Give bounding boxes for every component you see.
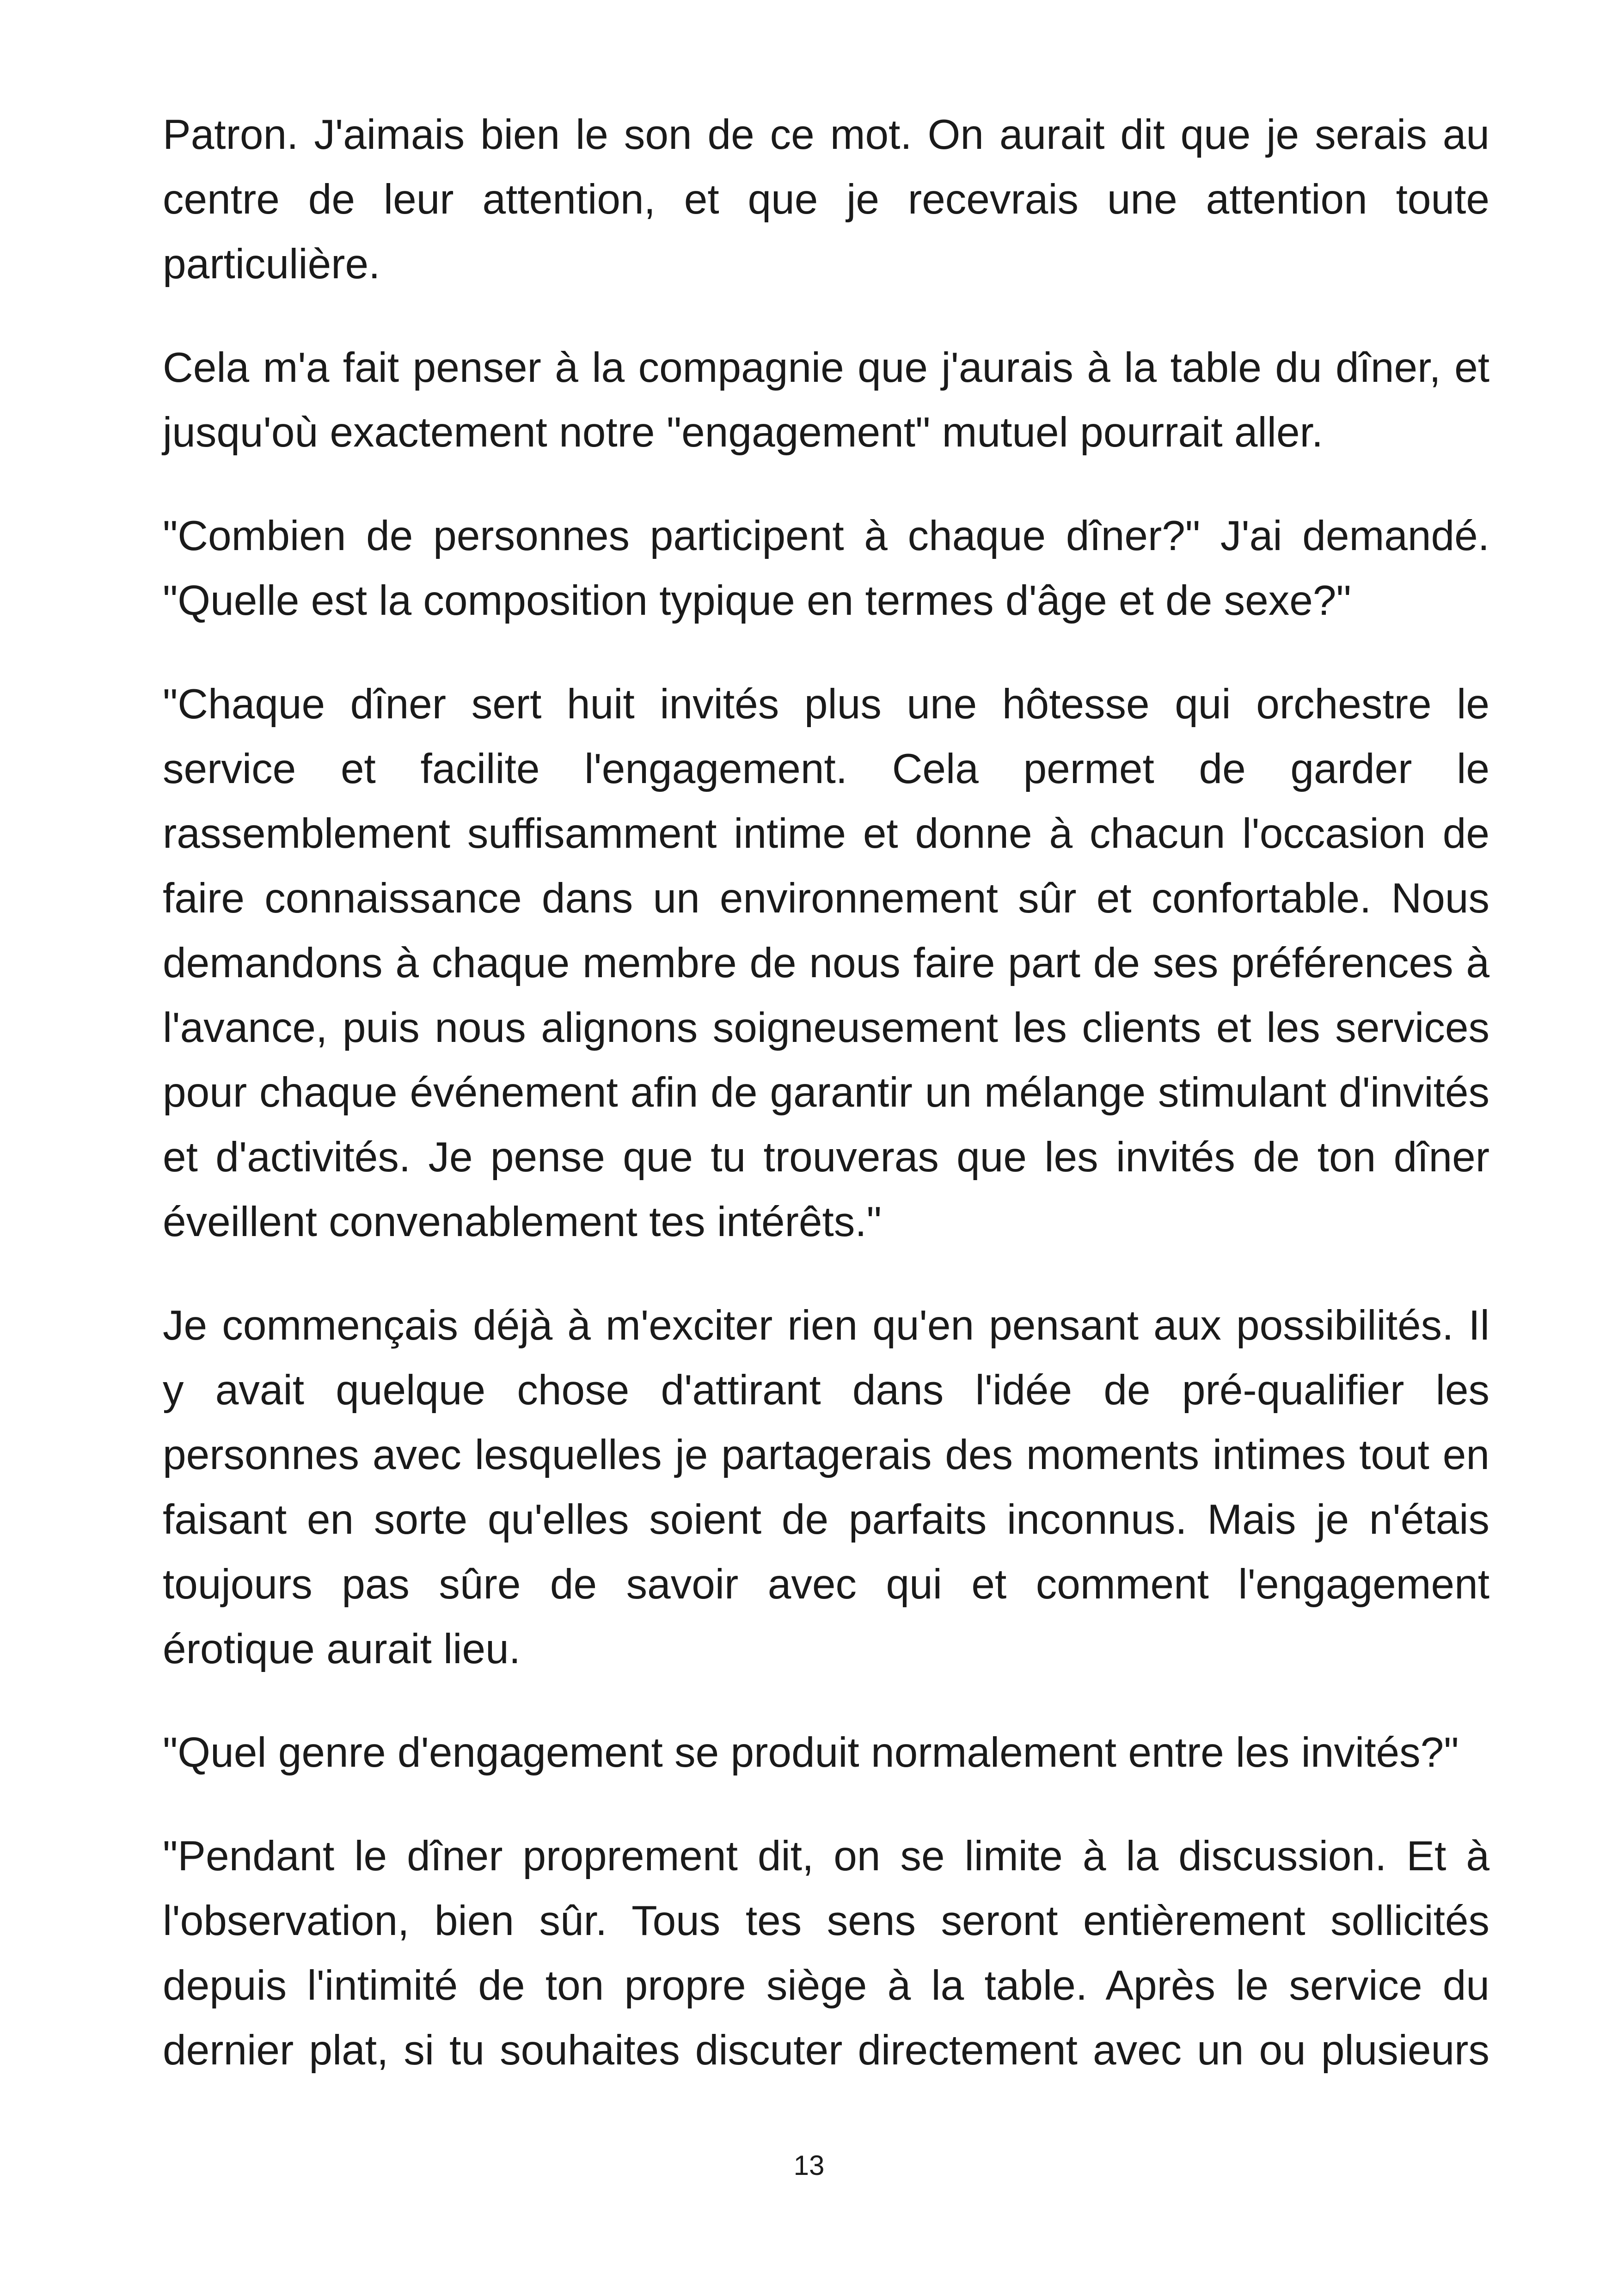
paragraph-2: Cela m'a fait penser à la compagnie que j'aurais à la table du dîner, et jusqu'où exactement notre "engagement" mutuel pourrait aller. [163,344,1489,456]
paragraph-3: "Combien de personnes participent à chaque dîner?" J'ai demandé. "Quelle est la composition typique en termes d'âge et de sexe?" [163,513,1489,624]
paragraph-6: "Quel genre d'engagement se produit normalement entre les invités?" [163,1729,1459,1776]
paragraph-7: "Pendant le dîner proprement dit, on se limite à la discussion. Et à l'observation, bien sûr. Tous tes sens seront entièrement sollicités depuis l'intimité de ton propre siège à la table. Après le service du dernier plat, si tu souhaites discuter directement avec un ou plusieurs [163,1833,1489,2074]
paragraph-4: "Chaque dîner sert huit invités plus une hôtesse qui orchestre le service et facilite l'engagement. Cela permet de garder le rassemblement suffisamment intime et donne à chacun l'occasion de faire connaissance dans un environnement sûr et confortable. Nous demandons à chaque membre de nous faire part de ses préférences à l'avance, puis nous alignons soigneusement les clients et les services pour chaque événement afin de garantir un mélange stimulant d'invités et d'activités. Je pense que tu trouveras que les invités de ton dîner éveillent convenablement tes intérêts." [163,681,1489,1245]
body-text [163,103,1489,2083]
paragraph-5: Je commençais déjà à m'exciter rien qu'en pensant aux possibilités. Il y avait quelque chose d'attirant dans l'idée de pré-qualifier les personnes avec lesquelles je partagerais des moments intimes tout en faisant en sorte qu'elles soient de parfaits inconnus. Mais je n'étais toujours pas sûre de savoir avec qui et comment l'engagement érotique aurait lieu. [163,1302,1489,1672]
paragraph-1: Patron. J'aimais bien le son de ce mot. On aurait dit que je serais au centre de leur attention, et que je recevrais une attention toute particulière. [163,111,1489,288]
page-number: 13 [793,2150,825,2181]
